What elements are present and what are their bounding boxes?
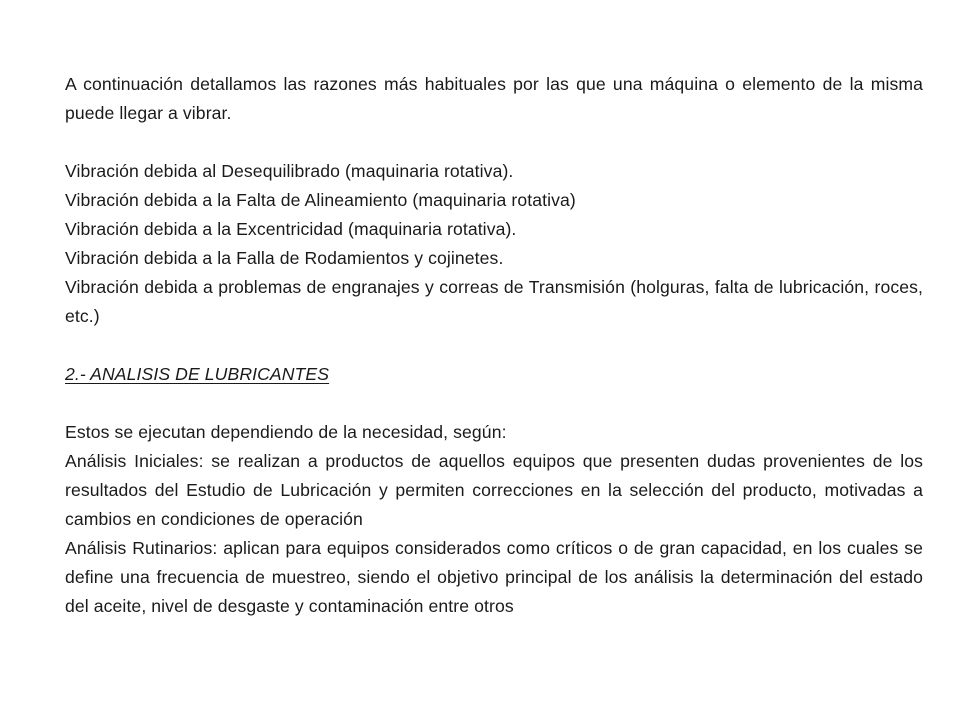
spacer <box>65 128 923 157</box>
vibration-cause-item: Vibración debida al Desequilibrado (maquinaria rotativa). <box>65 161 514 181</box>
section-intro: Estos se ejecutan dependiendo de la necesidad, según: <box>65 422 507 442</box>
vibration-cause-item: Vibración debida a la Falla de Rodamientos y cojinetes. <box>65 248 504 268</box>
intro-paragraph: A continuación detallamos las razones más habituales por las que una máquina o elemento de la misma puede llegar a vibrar. <box>65 74 923 123</box>
section-heading: 2.- ANALISIS DE LUBRICANTES <box>65 364 330 384</box>
analysis-type-paragraph: Análisis Rutinarios: aplican para equipos considerados como críticos o de gran capacidad, en los cuales se define una frecuencia de muestreo, siendo el objetivo principal de los análisis la determinación del estado del aceite, nivel de desgaste y contaminación entre otros <box>65 538 923 616</box>
analysis-type-paragraph: Análisis Iniciales: se realizan a productos de aquellos equipos que presenten dudas provenientes de los resultados del Estudio de Lubricación y permiten correcciones en la selección del producto, motivadas a cambios en condiciones de operación <box>65 451 923 529</box>
vibration-cause-item: Vibración debida a la Excentricidad (maquinaria rotativa). <box>65 219 517 239</box>
vibration-cause-item: Vibración debida a problemas de engranajes y correas de Transmisión (holguras, falta de lubricación, roces, etc.) <box>65 277 923 326</box>
spacer <box>65 331 923 360</box>
vibration-cause-item: Vibración debida a la Falta de Alineamiento (maquinaria rotativa) <box>65 190 576 210</box>
spacer <box>65 389 923 418</box>
document-body <box>65 70 923 621</box>
